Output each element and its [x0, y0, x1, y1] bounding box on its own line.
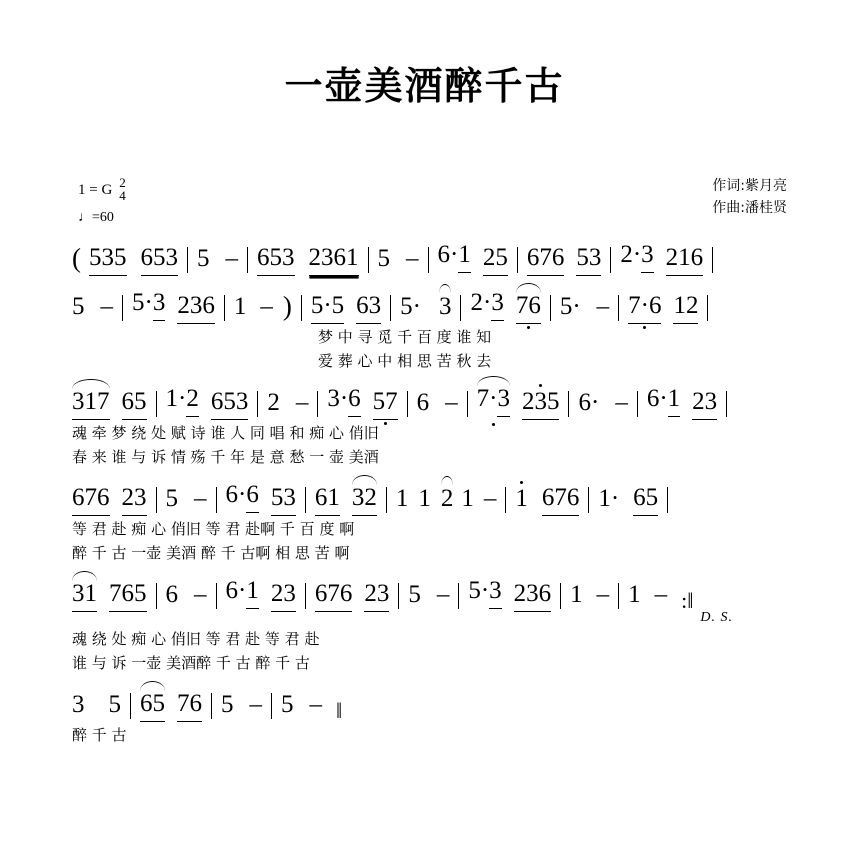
barline [517, 247, 518, 273]
note-group: 6·1 [647, 385, 680, 420]
system-2-notes [0, 278, 849, 324]
barline [211, 693, 212, 719]
note-group: 5 [377, 245, 390, 272]
note-group: 2·3 [620, 241, 653, 276]
note-group: 236 [177, 292, 215, 324]
barline [368, 247, 369, 273]
lyric-line: 春 来 谁 与 诉 情 殇 千 年 是 意 愁 一 壶 美酒 [72, 447, 379, 466]
note-group: 6· [578, 389, 600, 416]
note-group: 32 [352, 484, 377, 516]
note-group: 676 [315, 580, 353, 612]
system-5-lyrics-verse2 [0, 650, 849, 674]
lyric-line: 魂 牵 梦 绕 处 赋 诗 谁 人 同 唱 和 痴 心 俏旧 [72, 423, 379, 442]
time-signature-denominator: 4 [119, 188, 126, 203]
note-group: 5 [72, 293, 85, 320]
lyric-line: 梦 中 寻 觅 千 百 度 谁 知 [318, 327, 492, 346]
barline [458, 583, 459, 609]
barline [618, 295, 619, 321]
barline [707, 295, 708, 321]
note-group: – [100, 293, 113, 320]
note-group: – [260, 293, 273, 320]
system-5-notes [0, 566, 849, 612]
note-group: 53 [576, 244, 601, 276]
note-group: 317 [72, 388, 110, 420]
barline [618, 583, 619, 609]
note-group: 1 [515, 485, 528, 516]
barline [257, 391, 258, 417]
note-group: 6 [165, 581, 178, 608]
barline [428, 247, 429, 273]
note-group: 653 [141, 244, 179, 276]
note-group: 676 [542, 484, 580, 516]
note-group: 5 [408, 581, 421, 608]
note-group: 65 [633, 484, 658, 516]
note-group: 3 [439, 293, 452, 324]
note-group: 76 [177, 690, 202, 722]
barline [568, 391, 569, 417]
system-6 [0, 676, 849, 746]
note-group: – [249, 691, 262, 718]
note-group: 53 [271, 484, 296, 516]
note-group: 2 [441, 485, 454, 516]
barline [156, 391, 157, 417]
note-group: 676 [72, 484, 110, 516]
note-group: 5· [559, 293, 581, 320]
barline [305, 487, 306, 513]
key-label: 1 = G [78, 181, 113, 198]
system-5-lyrics-verse1 [0, 626, 849, 650]
system-4-notes [0, 470, 849, 516]
barline [505, 487, 506, 513]
note-group: 5 [281, 691, 294, 718]
barline [301, 295, 302, 321]
note-group: – [615, 389, 628, 416]
note-group: 216 [666, 244, 704, 276]
barline [467, 391, 468, 417]
note-group: 1·2 [166, 385, 199, 420]
barline [637, 391, 638, 417]
lyric-line: 醉 千 古 [72, 725, 127, 744]
note-group: 76 [516, 292, 541, 324]
note-group: 23 [692, 388, 717, 420]
note-group: 1· [598, 485, 620, 512]
repeat-close-paren: ) [282, 291, 292, 321]
barline [216, 583, 217, 609]
barline [460, 295, 461, 321]
note-group: 23 [271, 580, 296, 612]
note-group: 5·5 [311, 292, 344, 324]
system-2-lyrics-verse1 [0, 324, 849, 348]
barline [667, 487, 668, 513]
key-signature [78, 177, 126, 203]
note-group: 7·6 [628, 292, 661, 324]
note-group: – [309, 691, 322, 718]
note-group: 12 [673, 292, 698, 324]
note-group: – [194, 485, 207, 512]
note-group: – [596, 581, 610, 608]
system-4 [0, 470, 849, 564]
note-group: 3·6 [327, 385, 360, 420]
note-group: 6·1 [438, 241, 471, 276]
system-3 [0, 374, 849, 468]
note-group: 23 [364, 580, 389, 612]
note-group: 5 [165, 485, 178, 512]
system-6-lyrics-verse1 [0, 722, 849, 746]
lyric-line: 魂 绕 处 痴 心 俏旧 等 君 赴 等 君 赴 [72, 629, 320, 648]
note-group: 765 [109, 580, 147, 612]
barline [390, 295, 391, 321]
barline [156, 583, 157, 609]
note-group: 5 [197, 245, 210, 272]
note-group: 6 [416, 389, 430, 416]
note-group: 6·1 [226, 577, 259, 612]
system-6-notes [0, 676, 849, 722]
note-group: 5· [400, 293, 421, 320]
note-group: 535 [89, 244, 127, 276]
note-group: 2·3 [470, 289, 503, 324]
barline [130, 693, 131, 719]
note-group: 676 [527, 244, 565, 276]
note-group: 5 [108, 691, 121, 718]
sheet-music-page [0, 55, 849, 843]
barline [271, 693, 272, 719]
barline [247, 247, 248, 273]
note-group: – [445, 389, 458, 416]
barline [187, 247, 188, 273]
barline [712, 247, 713, 273]
note-group: 653 [211, 388, 249, 420]
note-group: 1 [570, 581, 583, 608]
system-3-notes [0, 374, 849, 420]
score-meta-right [712, 175, 787, 220]
composer-credit: 作曲:潘桂贤 [712, 200, 787, 217]
note-group: 1 [628, 581, 641, 608]
note-group: 63 [356, 292, 381, 324]
time-signature [119, 176, 126, 202]
barline [550, 295, 551, 321]
time-signature-numerator: 2 [119, 175, 126, 190]
note-group: – [483, 485, 497, 512]
score-meta-left [78, 177, 126, 226]
lyric-line: 等 君 赴 痴 心 俏旧 等 君 赴啊 千 百 度 啊 [72, 519, 355, 538]
barline [305, 583, 306, 609]
system-3-lyrics-verse2 [0, 444, 849, 468]
note-group: 5·3 [468, 577, 501, 612]
note-group: 57 [373, 388, 398, 420]
note-group: 3 [72, 691, 85, 718]
note-group: – [225, 245, 238, 272]
barline [726, 391, 727, 417]
repeat-end-barline: :‖ [681, 588, 694, 613]
note-group: – [654, 581, 668, 608]
lyric-line: 爱 葬 心 中 相 思 苦 秋 去 [318, 351, 492, 370]
note-group: 1 [233, 293, 247, 320]
tempo-marking: ♩=60 [78, 210, 114, 225]
note-group: 2 [267, 389, 280, 416]
note-group: 7·3 [477, 385, 510, 420]
note-group: 5·3 [132, 289, 165, 324]
system-4-lyrics-verse2 [0, 540, 849, 564]
barline [407, 391, 408, 417]
barline [588, 487, 589, 513]
page-title: 一壶美酒醉千古 [284, 64, 565, 108]
barline [398, 583, 399, 609]
lyric-line: 醉 千 古 一壶 美酒 醉 千 古啊 相 思 苦 啊 [72, 543, 350, 562]
note-group: 65 [140, 690, 165, 722]
note-group: 2361 [309, 244, 359, 276]
note-group: 653 [257, 244, 295, 276]
note-group: – [596, 293, 610, 320]
system-4-lyrics-verse1 [0, 516, 849, 540]
note-group: 6·6 [226, 481, 259, 516]
music-systems [0, 230, 849, 748]
system-2 [0, 278, 849, 372]
system-2-lyrics-verse2 [0, 348, 849, 372]
note-group: 25 [483, 244, 508, 276]
note-group: 65 [122, 388, 147, 420]
barline [610, 247, 611, 273]
lyricist-credit: 作词:紫月亮 [712, 178, 787, 194]
ds-mark: D. S. [700, 610, 733, 625]
note-group: 1 [418, 485, 431, 512]
note-group: 236 [514, 580, 552, 612]
note-group: 61 [315, 484, 340, 516]
system-3-lyrics-verse1 [0, 420, 849, 444]
note-group: – [295, 389, 309, 416]
system-5 [0, 566, 849, 674]
barline [122, 295, 123, 321]
lyric-line: 谁 与 诉 一壶 美酒醉 千 古 醉 千 古 [72, 653, 310, 672]
barline [317, 391, 318, 417]
note-group: 23 [122, 484, 147, 516]
barline [386, 487, 387, 513]
note-group: 235 [522, 388, 560, 420]
note-group: 1 [395, 485, 409, 512]
repeat-open-paren: ( [72, 243, 81, 273]
system-1-notes [0, 230, 849, 276]
note-group: – [436, 581, 450, 608]
barline [224, 295, 225, 321]
barline [216, 487, 217, 513]
note-group: 5 [221, 691, 234, 718]
note-group: – [406, 245, 419, 272]
final-barline: ‖ [336, 698, 343, 723]
barline [560, 583, 561, 609]
barline [156, 487, 157, 513]
system-1 [0, 230, 849, 276]
note-group: 31 [72, 580, 97, 612]
note-group: – [194, 581, 207, 608]
note-group: 1 [461, 485, 474, 512]
